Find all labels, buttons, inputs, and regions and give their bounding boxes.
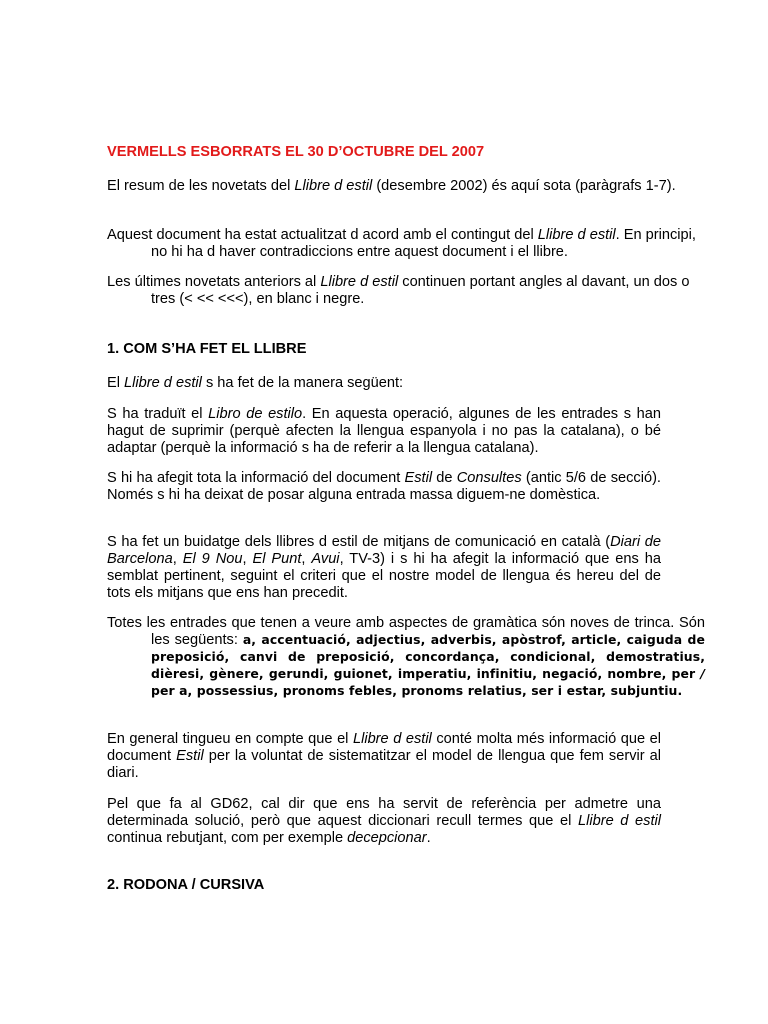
text-run: per a, possessius, pronoms febles, pronoms relatius, ser i estar, subjuntiu.	[151, 682, 683, 698]
text-run: El resum de les novetats del	[107, 178, 295, 194]
text-run: En general tingueu en compte que el	[107, 731, 353, 747]
text-run: a, accentuació, adjectius, adverbis, apòstrof, article, caiguda de preposició, canvi de preposició, concordança, condicional, demostratius, dièresi, gènere, gerundi, guionet, imperatiu, infinitiu, negació, nombre, per	[151, 631, 705, 681]
italic-run: decepcionar	[347, 829, 427, 846]
text-run: (desembre 2002) és aquí sota (paràgrafs 1-7).	[372, 178, 676, 194]
italic-run: Llibre d estil	[294, 178, 373, 194]
text-run: ,	[301, 550, 312, 567]
italic-run: Avui	[311, 550, 340, 567]
italic-run: El 9 Nou	[182, 550, 243, 567]
paragraph-translated	[107, 406, 661, 457]
text-run: El	[107, 375, 125, 391]
paragraph-gd62	[107, 796, 661, 847]
paragraph-summary	[107, 178, 705, 195]
text-run: ,	[242, 550, 253, 567]
italic-run: Llibre d estil	[352, 731, 432, 747]
italic-run: Llibre d estil	[320, 274, 399, 290]
text-run: continuen portant angles al davant, un dos o tres (< << <<<), en blanc i negre.	[151, 274, 690, 307]
paragraph-general-note	[107, 731, 661, 782]
italic-run: Llibre d estil	[578, 812, 661, 829]
text-run: conté molta més informació que el document	[107, 731, 662, 764]
text-run: S ha traduït el	[107, 406, 209, 422]
text-run: S hi ha afegit tota la informació del document	[107, 470, 405, 486]
text-run: Totes les entrades que tenen a veure amb aspectes de gramàtica són noves de trinca. Són les següents:	[107, 615, 705, 648]
italic-run: Estil	[404, 470, 433, 486]
paragraph-added-info	[107, 470, 661, 504]
paragraph-media-review	[107, 534, 661, 602]
text-run: de	[432, 470, 457, 486]
text-run: per la voluntat de sistematitzar el model de llengua que fem servir al diari.	[107, 747, 661, 781]
text-run: . En principi, no hi ha d haver contradiccions entre aquest document i el llibre.	[151, 227, 696, 260]
text-run: Les últimes novetats anteriors al	[107, 274, 321, 290]
text-run: Aquest document ha estat actualitzat d acord amb el contingut del	[107, 227, 538, 243]
text-run: s ha fet de la manera següent:	[201, 375, 404, 391]
italic-run: Diari de Barcelona	[107, 534, 661, 567]
italic-run: Llibre d estil	[537, 227, 616, 243]
section-heading-2: 2. RODONA / CURSIVA	[107, 877, 265, 893]
paragraph-previous-news	[107, 274, 705, 308]
text-run: ,	[172, 550, 183, 567]
paragraph-how-made	[107, 375, 661, 392]
paragraph-grammar-entries	[107, 615, 705, 700]
text-run: Pel que fa al GD62, cal dir que ens ha servit de referència per admetre una determinada solució, però que aquest diccionari recull termes que el	[107, 796, 661, 829]
text-run: (antic 5/6 de secció). Només s hi ha deixat de posar alguna entrada massa diguem-ne domèstica.	[107, 470, 661, 503]
italic-run: Llibre d estil	[124, 375, 202, 391]
italic-run: Estil	[176, 747, 204, 764]
italic-run: El Punt	[252, 550, 302, 567]
text-run: , TV-3) i s hi ha afegit la informació que ens ha semblat pertinent, seguint el criteri que el nostre model de llengua és hereu del de tots els mitjans que ens han precedit.	[107, 550, 661, 601]
italic-run: Consultes	[456, 470, 522, 486]
text-run: continua rebutjant, com per exemple	[107, 829, 348, 846]
text-run: S ha fet un buidatge dels llibres d estil de mitjans de comunicació en català (	[107, 534, 611, 550]
text-run: .	[426, 829, 431, 846]
text-run: . En aquesta operació, algunes de les entrades s han hagut de suprimir (perquè afecten la llengua espanyola i no pas la catalana), o bé adaptar (perquè la informació s ha de referir a la llengua catalana).	[107, 406, 661, 456]
paragraph-updated	[107, 227, 705, 261]
italic-run: Libro de estilo	[208, 406, 303, 422]
document-title: VERMELLS ESBORRATS EL 30 D’OCTUBRE DEL 2007	[107, 144, 485, 160]
italic-run: /	[700, 665, 705, 681]
section-heading-1: 1. COM S’HA FET EL LLIBRE	[107, 341, 307, 357]
